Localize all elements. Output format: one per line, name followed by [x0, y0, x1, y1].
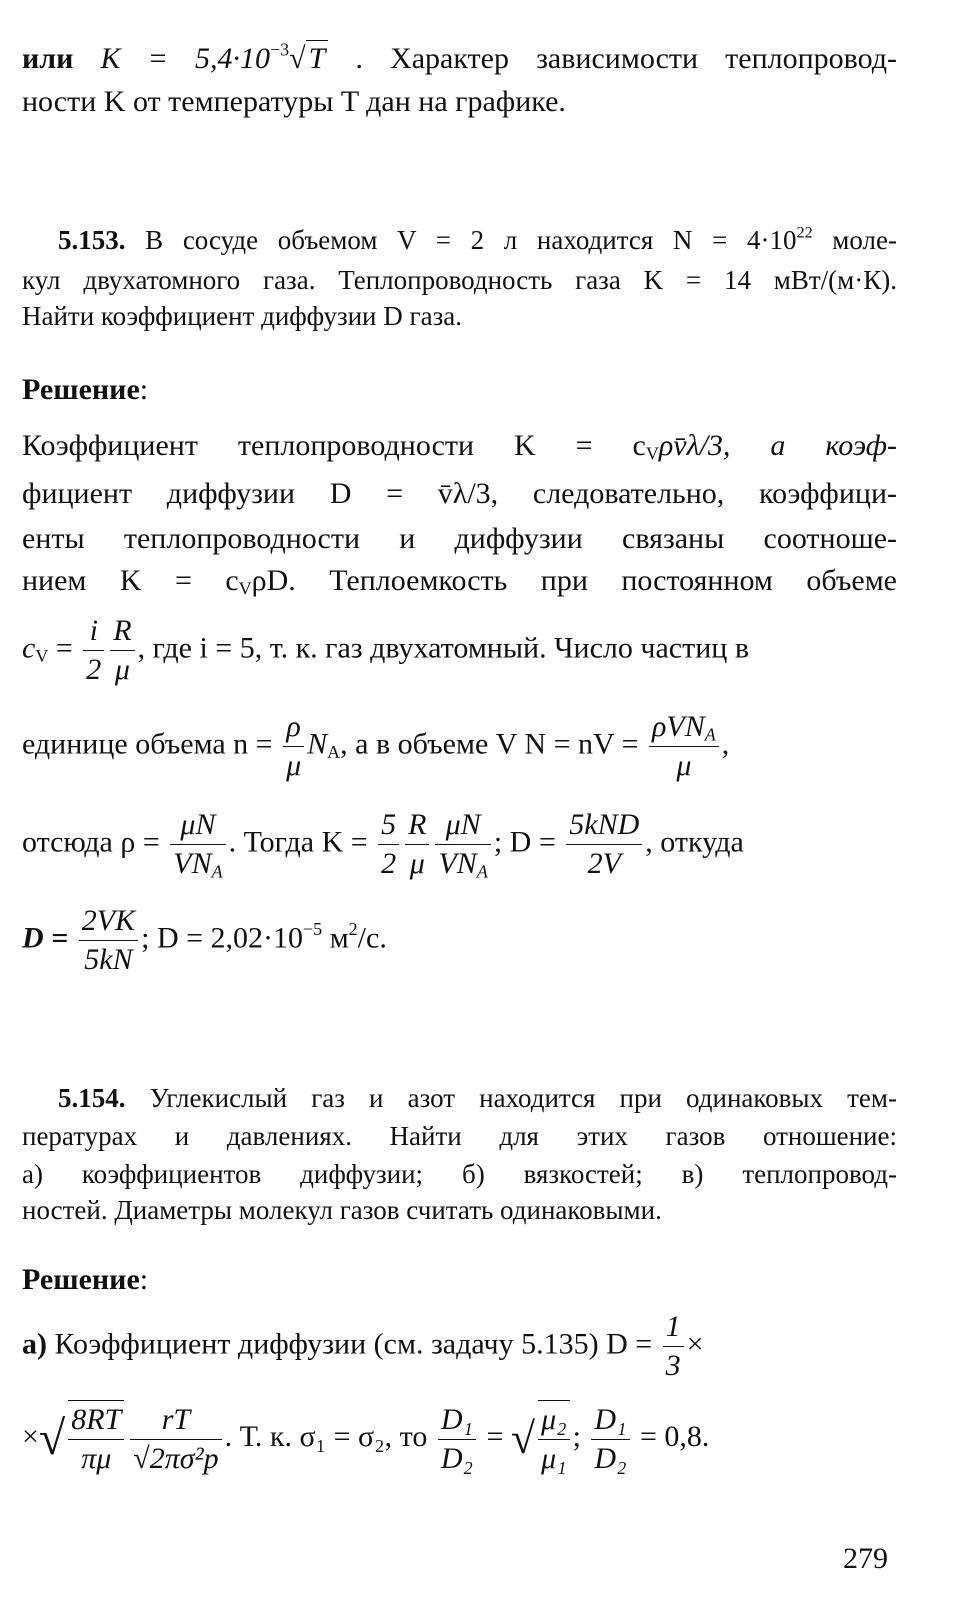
- exp-22: 22: [796, 223, 813, 242]
- rho-den-text: VN: [173, 847, 212, 880]
- n-NA-sub: А: [327, 741, 341, 762]
- rT-num: rT: [130, 1401, 221, 1440]
- one-third-fraction: [663, 1308, 684, 1385]
- problem-text: В сосуде объемом V = 2 л находится N = 4·10: [125, 225, 797, 255]
- item-a-label: а): [22, 1327, 47, 1361]
- D-end: , откуда: [645, 825, 744, 859]
- problem-154-line-1: [58, 1080, 897, 1116]
- cv-fraction-2: [110, 612, 134, 689]
- result-line: [22, 902, 897, 986]
- problem-154-line-2: пературах и давлениях. Найти для этих газов отношение:: [22, 1121, 897, 1151]
- res-num: 2VK: [79, 902, 138, 941]
- K-f2-den: μ: [409, 847, 425, 880]
- cv-f1-den: 2: [86, 653, 102, 686]
- a-times: ×: [686, 1327, 704, 1361]
- D-ratio-fraction-2: [591, 1401, 629, 1478]
- res-fraction: [79, 902, 138, 979]
- cv-f1-num: i: [83, 612, 104, 651]
- n-formula-line: [22, 708, 897, 792]
- page-number: 279: [843, 1542, 888, 1575]
- cv-formula-line: [22, 612, 897, 692]
- rho-mid: . Тогда K =: [228, 825, 376, 859]
- rT-den: √2πσ²p: [133, 1441, 219, 1475]
- res-unit: м: [322, 921, 349, 955]
- cv-eq: =: [48, 631, 81, 665]
- p1-sub: V: [645, 443, 659, 464]
- K-f3-den-sub: А: [476, 861, 488, 882]
- N-end: ,: [721, 727, 730, 761]
- n-mid: , а в объеме V N = nV =: [340, 727, 647, 761]
- sqrt-symbol-large: √: [38, 1412, 66, 1465]
- problem-154-line-3: а) коэффициентов диффузии; б) вязкостей; в) теплопровод-: [22, 1159, 897, 1189]
- K-f3-den: [435, 845, 490, 883]
- K-fraction-3: [435, 806, 490, 883]
- rho-pre: отсюда ρ =: [22, 825, 168, 859]
- N-num-sub: А: [704, 724, 716, 745]
- N-num: [649, 708, 719, 747]
- mu-den: μ₁: [541, 1442, 567, 1475]
- solution-154-b: [22, 1400, 897, 1492]
- formula-K: K = 5,4·10: [100, 42, 271, 75]
- mu-num: μ₂: [538, 1401, 570, 1440]
- rT-fraction: [130, 1401, 221, 1478]
- n-NA: N: [307, 727, 328, 761]
- b-mid: . Т. к. σ₁ = σ₂, то: [224, 1419, 435, 1453]
- solution-154-a: [22, 1308, 897, 1388]
- b-end: = 0,8.: [632, 1419, 710, 1453]
- D-ratio-fraction: [438, 1401, 476, 1478]
- item-a-text: Коэффициент диффузии (см. задачу 5.135) D =: [47, 1327, 660, 1361]
- n-fraction: [283, 708, 304, 785]
- cv-post: , где i = 5, т. к. газ двухатомный. Число частиц в: [137, 631, 750, 665]
- b-times: ×: [22, 1419, 39, 1453]
- rho-num: μN: [170, 806, 225, 845]
- K-sep: ; D =: [493, 825, 564, 859]
- n-pre: единице объема n =: [22, 727, 281, 761]
- res-exp: −5: [303, 918, 323, 939]
- cv-sub: V: [35, 645, 49, 666]
- problem-154-text: Углекислый газ и азот находится при одинаковых тем-: [125, 1083, 897, 1113]
- intro-text: . Характер зависимости теплопровод-: [355, 42, 898, 75]
- res-den: 5kN: [84, 943, 133, 976]
- cv-fraction-1: [83, 612, 104, 689]
- K-f2-num: R: [405, 806, 429, 845]
- K-fraction-2: [405, 806, 429, 883]
- sqrt-fraction: [68, 1400, 124, 1478]
- solution-colon: :: [139, 373, 149, 406]
- D-num: 5kND: [566, 806, 642, 845]
- Dr2-den: D₂: [594, 1441, 627, 1475]
- n-num: ρ: [283, 708, 304, 747]
- N-num-text: ρVN: [652, 710, 705, 743]
- D-fraction: [566, 806, 642, 883]
- intro-line-2: ности K от температуры T дан на графике.: [22, 85, 566, 118]
- res-unit-end: /с.: [357, 921, 387, 955]
- K-f1-num: 5: [378, 806, 399, 845]
- b-eq: =: [478, 1419, 511, 1453]
- problem-154-line-4: ностей. Диаметры молекул газов считать одинаковыми.: [22, 1195, 662, 1225]
- p4-pre: нием K = c: [22, 564, 239, 597]
- sqrt-T: T: [306, 40, 329, 77]
- solution-154-heading-text: Решение: [22, 1263, 140, 1296]
- intro-prefix: или: [22, 42, 74, 75]
- formula-exp: −3: [270, 39, 290, 60]
- problem-153-line-2: кул двухатомного газа. Теплопроводность газа K = 14 мВт/(м·К).: [22, 265, 897, 295]
- K-f3-den-text: VN: [438, 847, 477, 880]
- p4-post: ρD. Теплоемкость при постоянном объеме: [251, 564, 898, 597]
- solution-153-p4: [22, 563, 897, 599]
- solution-heading-154: [22, 1262, 897, 1298]
- rho-den-sub: А: [211, 861, 223, 882]
- p1-end: ρv̄λ/3, а коэф-: [658, 429, 897, 462]
- K-f1-den: 2: [381, 847, 397, 880]
- rho-formula-line: [22, 806, 897, 890]
- problem-number-154: 5.154.: [58, 1083, 126, 1113]
- problem-153-line-3: Найти коэффициент диффузии D газа.: [22, 301, 462, 331]
- sqrt-den: πμ: [81, 1442, 112, 1475]
- problem-text-end: моле-: [812, 225, 897, 255]
- solution-154-colon: :: [139, 1263, 149, 1296]
- Dr-den: D₂: [440, 1441, 473, 1475]
- solution-153-p1: [22, 428, 897, 464]
- p1-text: Коэффициент теплопроводности K = c: [22, 429, 646, 462]
- solution-153-p3: енты теплопроводности и диффузии связаны соотноше-: [22, 522, 897, 555]
- a-num: 1: [663, 1308, 684, 1347]
- cv-f2-num: R: [110, 612, 134, 651]
- K-fraction-1: [378, 806, 399, 883]
- intro-line-1: [22, 40, 897, 77]
- b-sep: ;: [572, 1419, 589, 1453]
- a-den: 3: [665, 1349, 681, 1382]
- Dr2-num: D₁: [591, 1401, 629, 1440]
- solution-153-p2: фициент диффузии D = v̄λ/3, следовательно, коэффици-: [22, 477, 897, 510]
- n-den: μ: [286, 749, 302, 782]
- p4-sub: V: [238, 578, 252, 599]
- Dr-num: D₁: [438, 1401, 476, 1440]
- solution-heading-153: [22, 372, 897, 408]
- mu-ratio-fraction: [538, 1400, 570, 1478]
- rho-den: [170, 845, 225, 883]
- res-unit-exp: 2: [348, 918, 358, 939]
- K-f3-num: μN: [435, 806, 490, 845]
- problem-153-line-1: [58, 222, 897, 258]
- sqrt-symbol: √: [289, 42, 306, 75]
- D-den: 2V: [587, 847, 621, 880]
- rho-fraction: [170, 806, 225, 883]
- sqrt-num: 8RT: [68, 1401, 124, 1440]
- sqrt-symbol-mu: √: [510, 1414, 536, 1463]
- res-pre: D =: [22, 921, 76, 955]
- res-post: ; D = 2,02·10: [141, 921, 304, 955]
- cv-lhs: c: [22, 631, 36, 665]
- solution-heading-text: Решение: [22, 373, 140, 406]
- N-den: μ: [676, 749, 692, 782]
- N-fraction: [649, 708, 719, 785]
- problem-number-153: 5.153.: [58, 225, 126, 255]
- cv-f2-den: μ: [114, 653, 130, 686]
